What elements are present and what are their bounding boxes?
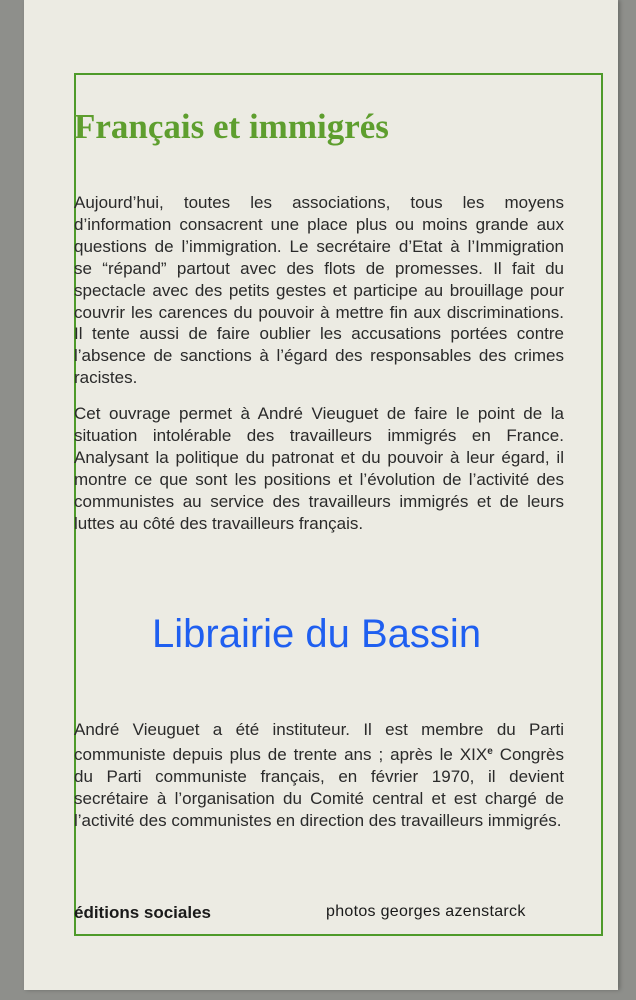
author-bio-text-1: André Vieuguet a été instituteur. Il est membre du Parti communiste depuis plus de trente ans ; après le XIX — [74, 720, 564, 764]
publisher-name: éditions sociales — [74, 903, 211, 922]
author-bio-text-2: Congrès du Parti communiste français, en février 1970, il devient secrétaire à l’organisation du Comité central et est chargé de l’activité des communistes en direction des travailleurs immigrés. — [74, 744, 564, 830]
bookseller-watermark: Librairie du Bassin — [152, 612, 482, 656]
summary-paragraph-1: Aujourd’hui, toutes les associations, tous les moyens d’information consacrent une place plus ou moins grande aux questions de l’immigration. Le secrétaire d’Etat à l’Immigration se “répand” partout avec des flots de promesses. Il fait du spectacle avec des petits gestes et participe au brouillage pour couvrir les carences du pouvoir à mettre fin aux discriminations. Il tente aussi de faire oublier les accusations portées contre l’absence de sanctions à l’égard des responsables des crimes racistes. — [74, 193, 564, 388]
summary-paragraph-2: Cet ouvrage permet à André Vieuguet de faire le point de la situation intolérable des travailleurs immigrés en France. Analysant la politique du patronat et du pouvoir à leur égard, il montre ce que sont les positions et l’évolution de l’activité des communistes au service des travailleurs immigrés et de leurs luttes au côté des travailleurs français. — [74, 404, 564, 533]
photo-credit: photos georges azenstarck — [326, 903, 526, 920]
author-bio — [74, 719, 564, 832]
book-title: Français et immigrés — [74, 107, 389, 146]
author-bio-superscript: e — [487, 745, 493, 757]
